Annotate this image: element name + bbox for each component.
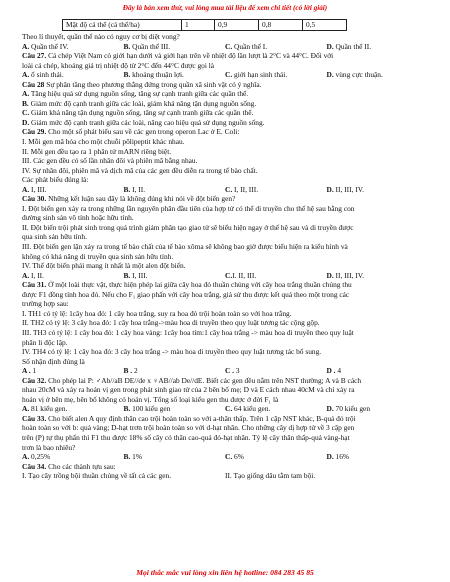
line-text: không có khả năng di truyền qua sinh sản hữu tính. <box>22 251 174 261</box>
table-cell: 0,9 <box>215 20 259 31</box>
question-number: Câu 33. <box>22 413 47 423</box>
question-line <box>22 51 428 61</box>
question-number: Câu 30. <box>22 194 47 204</box>
answer-options-row <box>22 70 428 80</box>
answer-option: II. Tạo giống dâu tằm tam bội. <box>225 471 316 481</box>
answer-options-row <box>22 471 428 481</box>
line-text: Cho phép lai P: ♂Ab//aB DE//de x ♀AB//ab De//dE. Biết các gen đều nằm trên NST thường; A và B cách <box>46 375 362 385</box>
answer-option: A. I, III. <box>22 184 47 194</box>
text-line <box>22 328 428 338</box>
question-number: Câu 31. <box>22 280 47 290</box>
line-text: I. Mỗi gen mã hóa cho một chuỗi pôlipeptit khác nhau. <box>22 137 185 147</box>
text-line <box>22 166 428 176</box>
answer-options-row <box>22 404 428 414</box>
text-line <box>22 347 428 357</box>
line-text: II. TH2 có tỷ lệ: 3 cây hoa đỏ: 1 cây hoa trắng->màu hoa di truyền theo quy luật tương tác cộng gộp. <box>22 318 320 328</box>
answer-option: A. ổ sinh thái. <box>22 70 64 80</box>
text-line <box>22 242 428 252</box>
answer-option: C . 3 <box>225 366 240 376</box>
question-number: Câu 32. <box>22 375 47 385</box>
text-line <box>22 223 428 233</box>
answer-option: D . 4 <box>326 366 342 376</box>
line-text: Sự phân tầng theo phương thẳng đứng trong quần xã sinh vật có ý nghĩa. <box>44 79 262 89</box>
answer-option: B. 1% <box>123 452 142 462</box>
text-line <box>22 309 428 319</box>
line-text: I. TH1 có tỷ lệ: 1cây hoa đỏ: 1 cây hoa trắng, suy ra hoa đỏ trội hoàn toàn so với hoa trắng. <box>22 308 292 318</box>
line-text: Cho một số phát biểu sau về các gen trong operon Lac ở E. Coli: <box>46 127 240 137</box>
answer-option: I. Tạo cây trồng bội thuần chủng về tất cả các gen. <box>22 471 172 481</box>
answer-option: C. 64 kiểu gen. <box>225 404 271 414</box>
text-line <box>22 252 428 262</box>
text-line <box>22 175 428 185</box>
line-text: III. Các gen đều có số lần nhân đôi và phiên mã bằng nhau. <box>22 156 198 166</box>
text-line <box>22 318 428 328</box>
answer-option: D. 16% <box>326 452 350 462</box>
text-line <box>22 443 428 453</box>
text-line <box>22 423 428 433</box>
line-text: phân li độc lập. <box>22 337 68 347</box>
line-text: qua sinh sản hữu tính. <box>22 232 87 242</box>
line-text: II. Đột biến trội phát sinh trong quá trình giảm phân tạo giao tử sẽ biểu hiện ngay ở thế hệ sau và di truyền được <box>22 222 354 232</box>
answer-options-row <box>22 366 428 376</box>
line-text: loài cá chép, khoảng giá trị nhiệt độ từ 2°C đến 44°C được gọi là <box>22 60 215 70</box>
text-line <box>22 433 428 443</box>
question-number: Câu 27. <box>22 51 47 61</box>
line-text: hoán vị ở bên mẹ, bên bố không có hoán vị. Tổng số loại kiểu gen thu được ở đời F₁ là <box>22 394 279 404</box>
answer-options-row <box>22 271 428 281</box>
answer-option: A . 1 <box>22 366 37 376</box>
table-cell: 0,5 <box>303 20 347 31</box>
line-text: III. Đột biến gen lặn xảy ra trong tế bào chất của tế bào xôma sẽ không bao giờ được biểu hiện ra kiểu hình và <box>22 242 348 252</box>
answer-option: A. Quần thể IV. <box>22 41 69 51</box>
line-text: A. Tăng hiệu quả sử dụng nguồn sống, tăng sự cạnh tranh giữa các quần thể. <box>22 89 249 99</box>
text-line <box>22 299 428 309</box>
table-cell: Mật độ cá thể (cá thể/ha) <box>63 20 182 31</box>
line-text: Số nhận định đúng là <box>22 356 85 366</box>
answer-option: B. 100 kiểu gen <box>123 404 171 414</box>
line-text: trên (P) tự thụ phấn thì F1 thu được 18% số cây có thân cao-quả đỏ-hạt nhăn. Tỷ lệ cây thân thấp-quả vàng-hạt <box>22 432 350 442</box>
text-line <box>22 99 428 109</box>
question-line <box>22 127 428 137</box>
text-line <box>22 338 428 348</box>
text-line <box>22 232 428 242</box>
answer-option: C. giới hạn sinh thái. <box>225 70 288 80</box>
line-text: trơn là bao nhiêu? <box>22 442 76 452</box>
text-line <box>22 290 428 300</box>
text-line <box>22 385 428 395</box>
table-cell: 0,8 <box>259 20 303 31</box>
line-text: IV. Thể đột biến phải mang ít nhất là một alen đột biến. <box>22 261 186 271</box>
answer-options-row <box>22 452 428 462</box>
line-text: đường sinh sản vô tính hoặc hữu tính. <box>22 213 134 223</box>
text-line <box>22 261 428 271</box>
text-line <box>22 357 428 367</box>
answer-option: C. I, II, III. <box>225 184 259 194</box>
line-text: Ở một loài thực vật, thực hiện phép lai giữa cây hoa đỏ thuần chủng với cây hoa trắng thuần chủng thu <box>46 280 352 290</box>
text-line <box>22 204 428 214</box>
line-text: Cho các thành tựu sau: <box>46 461 116 471</box>
line-text: I. Đột biến gen xảy ra trong những lần nguyên phân đầu tiên của hợp tử có thể di truyền cho thế hệ sau bằng con <box>22 203 355 213</box>
text-line <box>22 89 428 99</box>
question-line <box>22 462 428 472</box>
text-line <box>22 108 428 118</box>
text-line <box>22 61 428 71</box>
answer-options-row <box>22 42 428 52</box>
question-line <box>22 280 428 290</box>
line-text: II. Mỗi gen đều tạo ra 1 phân tử mARN riêng biệt. <box>22 146 172 156</box>
answer-option: B. Quần thể III. <box>123 41 171 51</box>
line-text: nhau 20cM và xảy ra hoán vị gen trong phát sinh giao tử của 2 bên bố mẹ; D và E cách nhau 40cM và chỉ xảy ra <box>22 385 355 395</box>
text-line <box>22 32 428 42</box>
answer-options-row <box>22 185 428 195</box>
text-line <box>22 118 428 128</box>
line-text: D. Giảm mức độ cạnh tranh giữa các loài, nâng cao hiệu quả sử dụng nguồn sống. <box>22 117 265 127</box>
line-text: Những kết luận sau đây là không đúng khi nói về đột biến gen? <box>46 194 236 204</box>
answer-option: C. Quần thể I. <box>225 41 268 51</box>
line-text: III. TH3 có tỷ lệ: 1 cây hoa đỏ: 1 cây hoa vàng: 1cây hoa tím:1 cây hoa trắng -> màu hoa di truyền theo quy luật <box>22 327 354 337</box>
answer-option: B. I, II. <box>123 184 146 194</box>
line-text: IV. TH4 có tỷ lệ: 1 cây hoa đỏ: 3 cây hoa trắng -> màu hoa di truyền theo quy luật tương tác bổ sung. <box>22 347 322 357</box>
line-text: IV. Sự nhân đôi, phiên mã và dịch mã của các gen đều diễn ra trong tế bào chất. <box>22 165 258 175</box>
line-text: Cho biết alen A quy định thân cao trội hoàn toàn so với a-thân thấp. Trên 1 cặp NST khác, B-quả đỏ trội <box>46 413 356 423</box>
answer-option: B . 2 <box>123 366 138 376</box>
answer-option: D. Quần thể II. <box>326 41 372 51</box>
line-text: B. Giảm mức độ cạnh tranh giữa các loài, giảm khả năng tận dụng nguồn sống. <box>22 98 257 108</box>
density-table <box>62 19 347 31</box>
line-text: Cá chép Việt Nam có giới hạn dưới và giới hạn trên về nhiệt độ lần lượt là 2°C và 44°C. Đối với <box>46 51 334 61</box>
answer-option: C. 6% <box>225 452 244 462</box>
question-number: Câu 29. <box>22 127 47 137</box>
question-line <box>22 80 428 90</box>
line-text: được F1 đồng tính hoa đỏ. Nếu cho F₁ giao phấn với cây hoa trắng, giả sử thu được kết quả theo một trong các <box>22 289 350 299</box>
question-number: Câu 34. <box>22 461 47 471</box>
answer-option: C.I. II, III. <box>225 270 257 280</box>
answer-option: D. II, III, IV. <box>326 184 364 194</box>
line-text: C. Giảm khả năng tận dụng nguồn sống, tăng sự cạnh tranh giữa các quần thể. <box>22 108 254 118</box>
answer-option: D. II, III, IV. <box>326 270 364 280</box>
watermark-header: Đây là bản xem thử, vui lòng mua tài liệu để xem chi tiết (có lời giải) <box>122 4 328 12</box>
text-line <box>22 137 428 147</box>
text-line <box>22 213 428 223</box>
question-number: Câu 28 <box>22 79 45 89</box>
answer-option: B. khoảng thuận lợi. <box>123 70 184 80</box>
line-text: hoàn toàn so với b: quả vàng; D-hạt trơn trội hoàn toàn so với d-hạt nhăn. Cho những cây dị hợp tử về 3 cặp gen <box>22 423 355 433</box>
answer-option: D. vùng cực thuận. <box>326 70 383 80</box>
table-cell: 1 <box>182 20 215 31</box>
line-text: trường hợp sau: <box>22 299 69 309</box>
answer-option: A. 0,25% <box>22 452 51 462</box>
text-line <box>22 395 428 405</box>
text-line <box>22 147 428 157</box>
line-text: Các phát biểu đúng là: <box>22 175 89 185</box>
table-row <box>63 20 347 31</box>
question-line <box>22 376 428 386</box>
answer-option: A. 81 kiểu gen. <box>22 404 68 414</box>
hotline-footer: Mọi thắc mắc vui lòng xin liên hệ hotline: 084 283 45 85 <box>136 568 314 577</box>
answer-option: D. 70 kiểu gen <box>326 404 371 414</box>
answer-option: B. I, III. <box>123 270 148 280</box>
answer-option: A. I, II. <box>22 270 44 280</box>
text-line <box>22 156 428 166</box>
question-line <box>22 194 428 204</box>
line-text: Theo lí thuyết, quần thể nào có nguy cơ bị diệt vong? <box>22 32 180 41</box>
question-body <box>22 32 428 481</box>
question-line <box>22 414 428 424</box>
